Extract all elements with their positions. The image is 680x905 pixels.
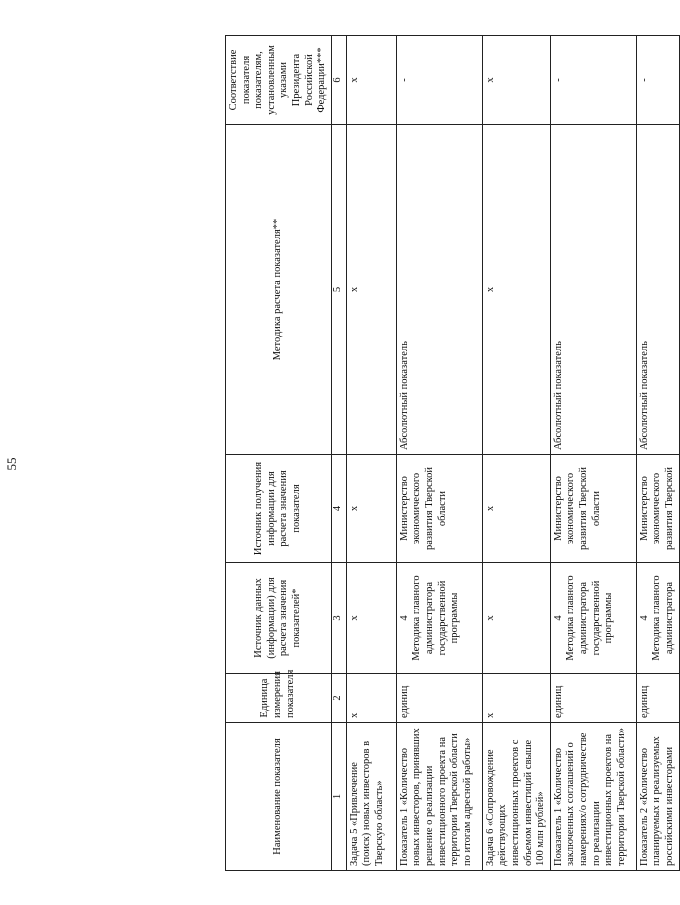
info-source-cell: Министерство экономического развития Тверской области: [396, 455, 482, 563]
indicator-name: Показатель 2 «Количество планируемых и реализуемых российскими инвесторами: [636, 723, 679, 871]
compliance-cell: -: [396, 36, 482, 125]
header-method: Методика расчета показателя**: [226, 125, 332, 455]
data-source-cell: [636, 563, 679, 674]
header-indicator-name: Наименование показателя: [226, 723, 332, 871]
data-source-cell: [396, 563, 482, 674]
header-unit: Единица измерения показателя: [226, 674, 332, 723]
table-row: [396, 36, 482, 871]
indicator-name: Показатель 1 «Количество заключенных соглашений о намерениях/о сотрудничестве по реализации инвестиционных проектов на территории Тверской области»: [550, 723, 636, 871]
compliance-cell: х: [482, 36, 550, 125]
indicators-table: [225, 35, 680, 871]
unit-cell: единиц: [550, 674, 636, 723]
compliance-cell: х: [346, 36, 396, 125]
data-source-text: Методика главного администратора: [651, 575, 675, 661]
compliance-cell: -: [550, 36, 636, 125]
table-header-row: [226, 36, 332, 871]
data-source-text: Методика главного администратора государственной программы: [565, 575, 615, 661]
column-number: 3: [331, 563, 346, 674]
info-source-cell: Министерство экономического развития Тверской: [636, 455, 679, 563]
unit-cell: х: [482, 674, 550, 723]
column-number: 4: [331, 455, 346, 563]
method-cell: х: [346, 125, 396, 455]
header-data-source: Источник данных (информации) для расчета значения показателей*: [226, 563, 332, 674]
column-number: 2: [331, 674, 346, 723]
data-source-cell: х: [346, 563, 396, 674]
method-cell: Абсолютный показатель: [396, 125, 482, 455]
indicator-name: Задача 6 «Сопровождение действующих инвестиционных проектов с объемом инвестиций свыше 100 млн рублей»: [482, 723, 550, 871]
unit-cell: единиц: [396, 674, 482, 723]
page-number: 55: [4, 457, 19, 471]
data-source-text: Методика главного администратора государственной программы: [411, 575, 461, 661]
column-number-row: [331, 36, 346, 871]
indicator-name: Задача 5 «Привлечение (поиск) новых инвесторов в Тверскую область»: [346, 723, 396, 871]
column-number: 5: [331, 125, 346, 455]
data-source-cell: [550, 563, 636, 674]
table-row: [550, 36, 636, 871]
header-info-source: Источник получения информации для расчета значения показателя: [226, 455, 332, 563]
table-row: [346, 36, 396, 871]
data-source-number: 4: [638, 615, 650, 621]
unit-cell: х: [346, 674, 396, 723]
method-cell: х: [482, 125, 550, 455]
header-compliance: Соответствие показателя показателям, установленным указами Президента Российской Федерации***: [226, 36, 332, 125]
method-cell: Абсолютный показатель: [636, 125, 679, 455]
info-source-cell: Министерство экономического развития Тверской области: [550, 455, 636, 563]
info-source-cell: х: [482, 455, 550, 563]
data-source-cell: х: [482, 563, 550, 674]
method-cell: Абсолютный показатель: [550, 125, 636, 455]
table-row: [482, 36, 550, 871]
table-row: [636, 36, 679, 871]
info-source-cell: х: [346, 455, 396, 563]
column-number: 6: [331, 36, 346, 125]
unit-cell: единиц: [636, 674, 679, 723]
data-source-number: 4: [552, 615, 564, 621]
column-number: 1: [331, 723, 346, 871]
indicator-name: Показатель 1 «Количество новых инвесторов, принявших решение о реализации инвестиционного проекта на территории Тверской области по итогам адресной работы»: [396, 723, 482, 871]
data-source-number: 4: [398, 615, 410, 621]
compliance-cell: -: [636, 36, 679, 125]
